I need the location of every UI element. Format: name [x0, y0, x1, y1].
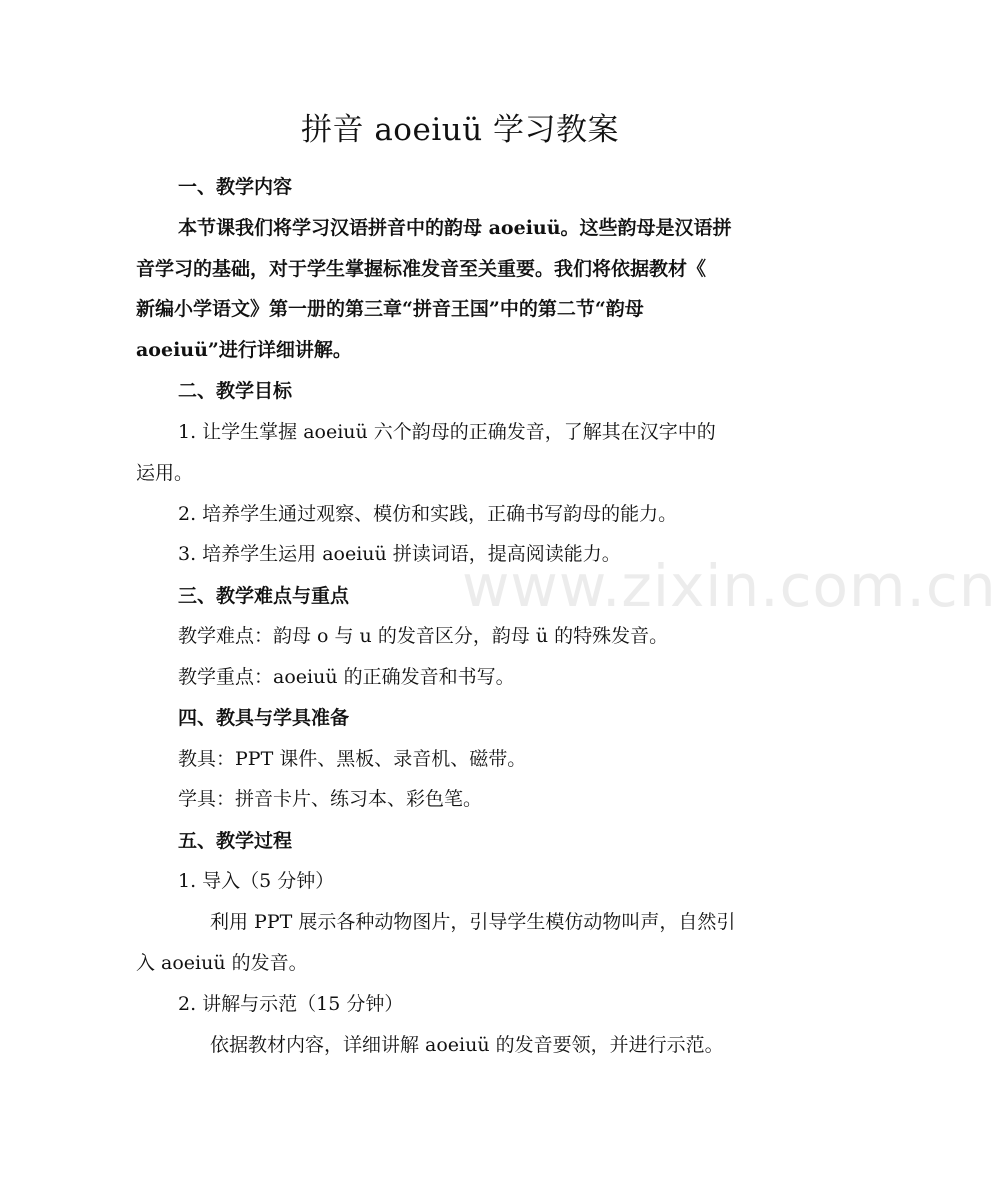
paragraph-line: 音学习的基础，对于学生掌握标准发音至关重要。我们将依据教材《 — [136, 258, 707, 280]
section-heading-objectives: 二、教学目标 — [178, 380, 293, 402]
paragraph-line: 教学重点：aoeiuü 的正确发音和书写。 — [178, 666, 515, 688]
step-heading: 2. 讲解与示范（15 分钟） — [178, 993, 404, 1015]
step-heading: 1. 导入（5 分钟） — [178, 870, 335, 892]
section-heading-content: 一、教学内容 — [178, 176, 293, 198]
section-heading-process: 五、教学过程 — [178, 830, 293, 852]
paragraph-line: 入 aoeiuü 的发音。 — [136, 952, 308, 974]
paragraph-line: 利用 PPT 展示各种动物图片，引导学生模仿动物叫声，自然引 — [210, 911, 736, 933]
paragraph-line: 新编小学语文》第一册的第三章“拼音王国”中的第二节“韵母 — [136, 298, 644, 320]
section-heading-focus: 三、教学难点与重点 — [178, 585, 350, 607]
list-item: 3. 培养学生运用 aoeiuü 拼读词语，提高阅读能力。 — [178, 543, 621, 565]
paragraph-line: 依据教材内容，详细讲解 aoeiuü 的发音要领，并进行示范。 — [210, 1034, 724, 1056]
watermark: www.zixin.com.cn — [462, 552, 997, 620]
list-item: 2. 培养学生通过观察、模仿和实践，正确书写韵母的能力。 — [178, 503, 678, 525]
paragraph-line: 学具：拼音卡片、练习本、彩色笔。 — [178, 788, 483, 810]
section-heading-materials: 四、教具与学具准备 — [178, 707, 350, 729]
paragraph-line: 教学难点：韵母 o 与 u 的发音区分，韵母 ü 的特殊发音。 — [178, 625, 669, 647]
list-item-continuation: 运用。 — [136, 462, 194, 484]
page-title: 拼音 aoeiuü 学习教案 — [300, 112, 620, 148]
paragraph-line: 教具：PPT 课件、黑板、录音机、磁带。 — [178, 748, 527, 770]
list-item: 1. 让学生掌握 aoeiuü 六个韵母的正确发音，了解其在汉字中的 — [178, 421, 716, 443]
paragraph-line: aoeiuü”进行详细讲解。 — [136, 339, 352, 361]
paragraph-line: 本节课我们将学习汉语拼音中的韵母 aoeiuü。这些韵母是汉语拼 — [178, 217, 732, 239]
